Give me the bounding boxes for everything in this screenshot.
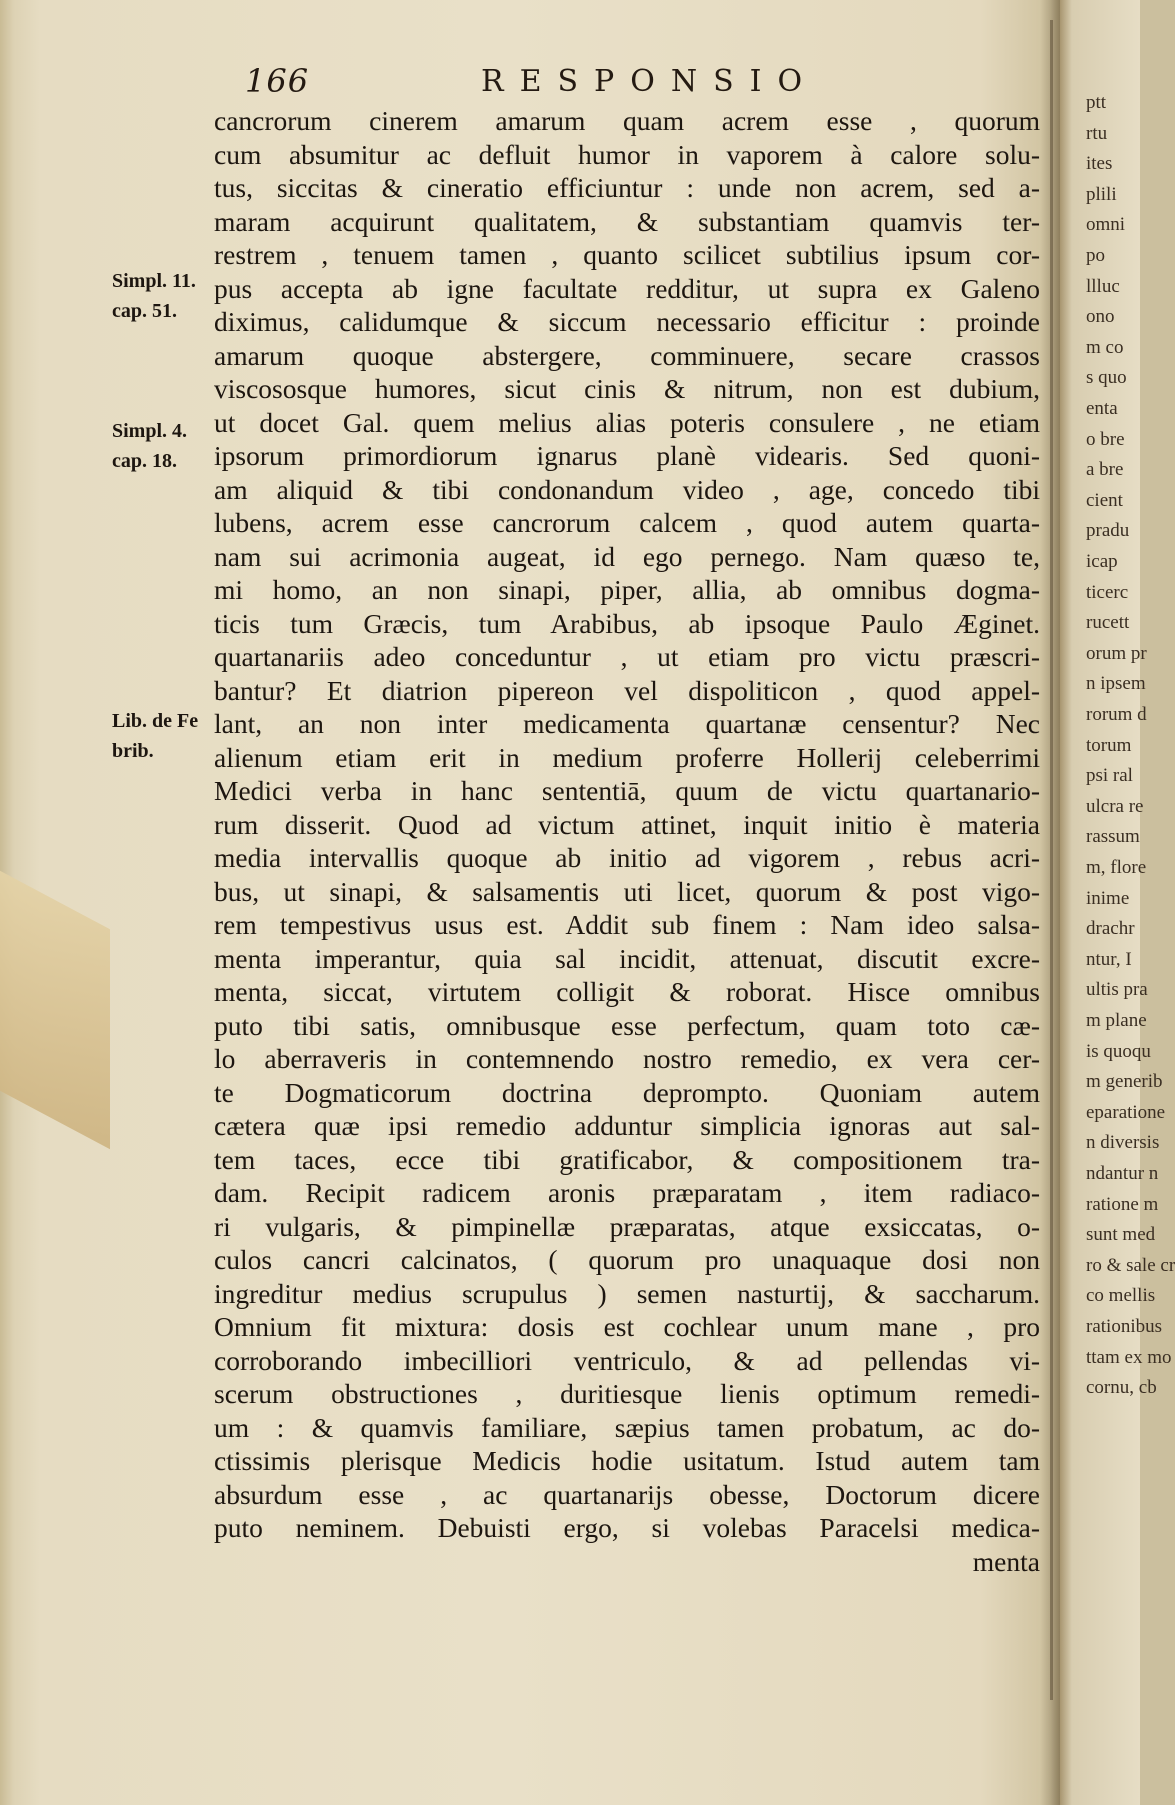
- text-line: nam sui acrimonia augeat, id ego pernego. Nam quæso te,: [214, 540, 1040, 572]
- facing-page-fragment: psi ral: [1086, 765, 1133, 787]
- margin-note: [112, 266, 222, 326]
- margin-note-line: cap. 18.: [112, 450, 177, 472]
- text-line: culos cancri calcinatos, ( quorum pro unaquaque dosi non: [214, 1244, 1040, 1275]
- facing-page-fragment: torum: [1086, 734, 1132, 756]
- text-line: mi homo, an non sinapi, piper, allia, ab omnibus dogma-: [214, 574, 1040, 605]
- text-line: tus, siccitas & cineratio efficiuntur : unde non acrem, sed a-: [214, 172, 1040, 203]
- facing-page-fragment: rucett: [1086, 612, 1130, 634]
- body-text: [214, 104, 1040, 1578]
- text-line: ri vulgaris, & pimpinellæ præparatas, atque exsiccatas, o-: [214, 1210, 1040, 1242]
- facing-page-fragment: m generib: [1086, 1071, 1163, 1093]
- facing-page-fragment: orum pr: [1086, 642, 1147, 664]
- text-line: lubens, acrem esse cancrorum calcem , quod autem quarta-: [214, 507, 1040, 538]
- text-line: dam. Recipit radicem aronis præparatam , item radiaco-: [214, 1177, 1040, 1208]
- facing-page-fragment: m, flore: [1086, 857, 1147, 878]
- page-header: [245, 62, 1045, 106]
- paper-tab-decoration: [0, 871, 110, 1149]
- text-line: cum absumitur ac defluit humor in vaporem à calore solu-: [214, 138, 1040, 170]
- text-line: Omnium fit mixtura: dosis est cochlear unum mane , pro: [214, 1311, 1040, 1342]
- text-line: rem tempestivus usus est. Addit sub finem : Nam ideo salsa-: [214, 909, 1040, 940]
- text-line: scerum obstructiones , duritiesque lienis optimum remedi-: [214, 1378, 1040, 1409]
- text-line: maram acquirunt qualitatem, & substantiam quamvis ter-: [214, 205, 1040, 237]
- text-line: puto neminem. Debuisti ergo, si volebas Paracelsi medica-: [214, 1512, 1040, 1543]
- facing-page-fragment: m plane: [1086, 1010, 1147, 1031]
- facing-page-fragment: pradu: [1086, 520, 1130, 542]
- text-line: absurdum esse , ac quartanarijs obesse, Doctorum dicere: [214, 1478, 1040, 1510]
- facing-page-fragment: ites: [1086, 153, 1113, 175]
- facing-page-fragment: n ipsem: [1086, 673, 1146, 695]
- facing-page-fragment: n diversis: [1086, 1132, 1160, 1154]
- facing-page-fragment: sunt med: [1086, 1224, 1156, 1246]
- text-line: ctissimis plerisque Medicis hodie usitatum. Istud autem tam: [214, 1445, 1040, 1476]
- facing-page-fragment: inime: [1086, 887, 1130, 909]
- text-line: menta: [972, 1545, 1040, 1577]
- text-line: rum disserit. Quod ad victum attinet, inquit initio è materia: [214, 808, 1040, 840]
- text-line: um : & quamvis familiare, sæpius tamen probatum, ac do-: [214, 1411, 1040, 1443]
- text-line: puto tibi satis, omnibusque esse perfectum, quam toto cæ-: [214, 1009, 1040, 1041]
- facing-page-fragment: ndantur n: [1086, 1163, 1159, 1184]
- text-line: Medici verba in hanc sententiā, quum de victu quartanario-: [214, 775, 1040, 806]
- facing-page-fragment: s quo: [1086, 367, 1127, 389]
- facing-page-fragment: ptt: [1086, 92, 1107, 113]
- text-line: pus accepta ab igne facultate redditur, ut supra ex Galeno: [214, 272, 1040, 304]
- facing-page-fragment: ratione m: [1086, 1193, 1159, 1215]
- facing-page-fragment: rassum: [1086, 826, 1140, 848]
- text-line: bus, ut sinapi, & salsamentis uti licet, quorum & post vigo-: [214, 875, 1040, 907]
- text-line: ut docet Gal. quem melius alias poteris consulere , ne etiam: [214, 406, 1040, 438]
- facing-page-fragment: o bre: [1086, 428, 1125, 450]
- facing-page-fragment: plili: [1086, 183, 1117, 205]
- facing-page-fragment: enta: [1086, 398, 1118, 419]
- margin-note: [112, 416, 222, 476]
- running-title: RESPONSIO: [481, 64, 819, 99]
- facing-page-fragment: rtu: [1086, 122, 1108, 144]
- facing-page-fragment: cient: [1086, 489, 1123, 511]
- facing-page-fragment: icap: [1086, 551, 1118, 572]
- margin-note-line: Simpl. 4.: [112, 420, 188, 442]
- facing-page-fragment: cornu, cb: [1086, 1377, 1157, 1399]
- margin-note-line: cap. 51.: [112, 300, 177, 322]
- facing-page-fragment: ro & sale cr: [1086, 1254, 1175, 1276]
- facing-page-fragment: drachr: [1086, 918, 1135, 940]
- text-line: am aliquid & tibi condonandum video , age, concedo tibi: [214, 473, 1040, 505]
- margin-note-line: Lib. de Fe: [112, 710, 199, 732]
- text-line: amarum quoque abstergere, comminuere, secare crassos: [214, 339, 1040, 371]
- facing-page-fragment: po: [1086, 245, 1105, 266]
- text-line: te Dogmaticorum doctrina deprompto. Quoniam autem: [214, 1076, 1040, 1108]
- text-line: ticis tum Græcis, tum Arabibus, ab ipsoque Paulo Æginet.: [214, 607, 1040, 639]
- text-line: ipsorum primordiorum ignarus planè videaris. Sed quoni-: [214, 440, 1040, 471]
- facing-page-fragment: a bre: [1086, 459, 1124, 481]
- text-line: ingreditur medius scrupulus ) semen nasturtij, & saccharum.: [214, 1277, 1040, 1309]
- text-line: cætera quæ ipsi remedio adduntur simplicia ignoras aut sal-: [214, 1110, 1040, 1141]
- facing-page-fragment: ulcra re: [1086, 795, 1144, 817]
- facing-page-fragment: ono: [1086, 306, 1115, 328]
- facing-page-rule: [1050, 20, 1053, 1700]
- text-line: menta imperantur, quia sal incidit, attenuat, discutit excre-: [214, 942, 1040, 974]
- facing-page-fragment: m co: [1086, 336, 1124, 358]
- text-line: quartanariis adeo conceduntur , ut etiam pro victu præscri-: [214, 641, 1040, 672]
- facing-page-fragment: co mellis: [1086, 1285, 1156, 1307]
- text-line: restrem , tenuem tamen , quanto scilicet subtilius ipsum cor-: [214, 239, 1040, 270]
- facing-page-fragment: rationibus: [1086, 1316, 1162, 1337]
- facing-page-fragment: ultis pra: [1086, 979, 1148, 1001]
- text-line: lo aberraveris in contemnendo nostro remedio, ex vera cer-: [214, 1043, 1040, 1074]
- margin-note-line: Simpl. 11.: [112, 270, 196, 292]
- text-line: diximus, calidumque & siccum necessario efficitur : proinde: [214, 306, 1040, 337]
- text-line: menta, siccat, virtutem colligit & roborat. Hisce omnibus: [214, 976, 1040, 1007]
- text-line: tem taces, ecce tibi gratificabor, & compositionem tra-: [214, 1143, 1040, 1175]
- facing-page-fragment: omni: [1086, 214, 1126, 236]
- facing-page-edge: [1060, 0, 1175, 1805]
- facing-page-fragment: ttam ex mo: [1086, 1346, 1172, 1368]
- margin-note-line: brib.: [112, 740, 154, 762]
- facing-page-fragment: is quoqu: [1086, 1040, 1151, 1062]
- facing-page-fragment: rorum d: [1086, 704, 1147, 725]
- text-line: lant, an non inter medicamenta quartanæ censentur? Nec: [214, 708, 1040, 739]
- facing-page-fragment: eparatione: [1086, 1101, 1166, 1123]
- facing-page-fragment: ticerc: [1086, 581, 1129, 603]
- text-line: bantur? Et diatrion pipereon vel dispoliticon , quod appel-: [214, 674, 1040, 706]
- page-number: 166: [245, 62, 310, 100]
- text-line: corroborando imbecilliori ventriculo, & ad pellendas vi-: [214, 1344, 1040, 1376]
- margin-note: [112, 706, 222, 766]
- facing-page-fragment: ntur, I: [1086, 948, 1132, 970]
- text-line: cancrorum cinerem amarum quam acrem esse , quorum: [214, 105, 1040, 136]
- text-line: alienum etiam erit in medium proferre Hollerij celeberrimi: [214, 741, 1040, 773]
- text-line: media intervallis quoque ab initio ad vigorem , rebus acri-: [214, 842, 1040, 873]
- facing-page-fragment: llluc: [1086, 275, 1120, 297]
- text-line: viscososque humores, sicut cinis & nitrum, non est dubium,: [214, 373, 1040, 404]
